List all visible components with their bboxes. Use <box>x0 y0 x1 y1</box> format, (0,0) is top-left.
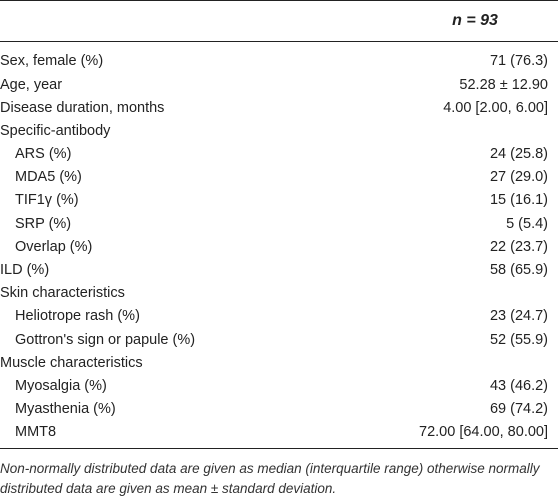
row-label: ILD (%) <box>0 262 50 279</box>
row-label: Age, year <box>0 76 63 93</box>
row-label: Skin characteristics <box>0 285 125 302</box>
row-label: ARS (%) <box>15 146 72 163</box>
sample-size-header: n = 93 <box>452 12 498 29</box>
row-value: 52.28 ± 12.90 <box>459 76 548 93</box>
table-row <box>0 50 558 73</box>
row-label: Muscle characteristics <box>0 354 143 371</box>
row-label: Disease duration, months <box>0 99 165 116</box>
row-value: 72.00 [64.00, 80.00] <box>419 424 548 441</box>
row-label: SRP (%) <box>15 215 72 232</box>
row-label: Sex, female (%) <box>0 53 104 70</box>
table-row <box>0 73 558 96</box>
table-body <box>0 42 558 444</box>
table-row <box>0 421 558 444</box>
row-label: Myasthenia (%) <box>15 401 116 418</box>
row-label: MMT8 <box>15 424 57 441</box>
table-row <box>0 398 558 421</box>
row-value: 43 (46.2) <box>489 377 548 394</box>
table-row <box>0 328 558 351</box>
row-label: Specific-antibody <box>0 122 111 139</box>
table-header <box>0 0 558 42</box>
table-row <box>0 96 558 119</box>
row-label: Overlap (%) <box>15 238 93 255</box>
row-label: Myosalgia (%) <box>15 377 107 394</box>
table-row <box>0 189 558 212</box>
table-footnote: Non-normally distributed data are given as median (interquartile range) otherwise normally distributed data are given as mean ± standard deviation. <box>0 461 540 496</box>
row-value: 22 (23.7) <box>489 238 548 255</box>
row-value: 23 (24.7) <box>489 308 548 325</box>
table-row <box>0 351 558 374</box>
table-row <box>0 305 558 328</box>
table-bottom-rule <box>0 448 558 449</box>
row-value: 58 (65.9) <box>489 262 548 279</box>
table-row <box>0 259 558 282</box>
row-value: 71 (76.3) <box>489 53 548 70</box>
table-row <box>0 166 558 189</box>
table-row <box>0 375 558 398</box>
row-value: 4.00 [2.00, 6.00] <box>443 99 548 116</box>
table-row <box>0 212 558 235</box>
row-value: 69 (74.2) <box>489 401 548 418</box>
row-value: 24 (25.8) <box>489 146 548 163</box>
table-row <box>0 120 558 143</box>
row-value: 27 (29.0) <box>489 169 548 186</box>
row-label: TIF1γ (%) <box>15 192 79 209</box>
table-row <box>0 143 558 166</box>
table-row <box>0 236 558 259</box>
table-row <box>0 282 558 305</box>
row-value: 52 (55.9) <box>489 331 548 348</box>
row-label: MDA5 (%) <box>15 169 82 186</box>
row-label: Heliotrope rash (%) <box>15 308 140 325</box>
row-value: 15 (16.1) <box>489 192 548 209</box>
row-value: 5 (5.4) <box>506 215 548 232</box>
row-label: Gottron's sign or papule (%) <box>15 331 196 348</box>
